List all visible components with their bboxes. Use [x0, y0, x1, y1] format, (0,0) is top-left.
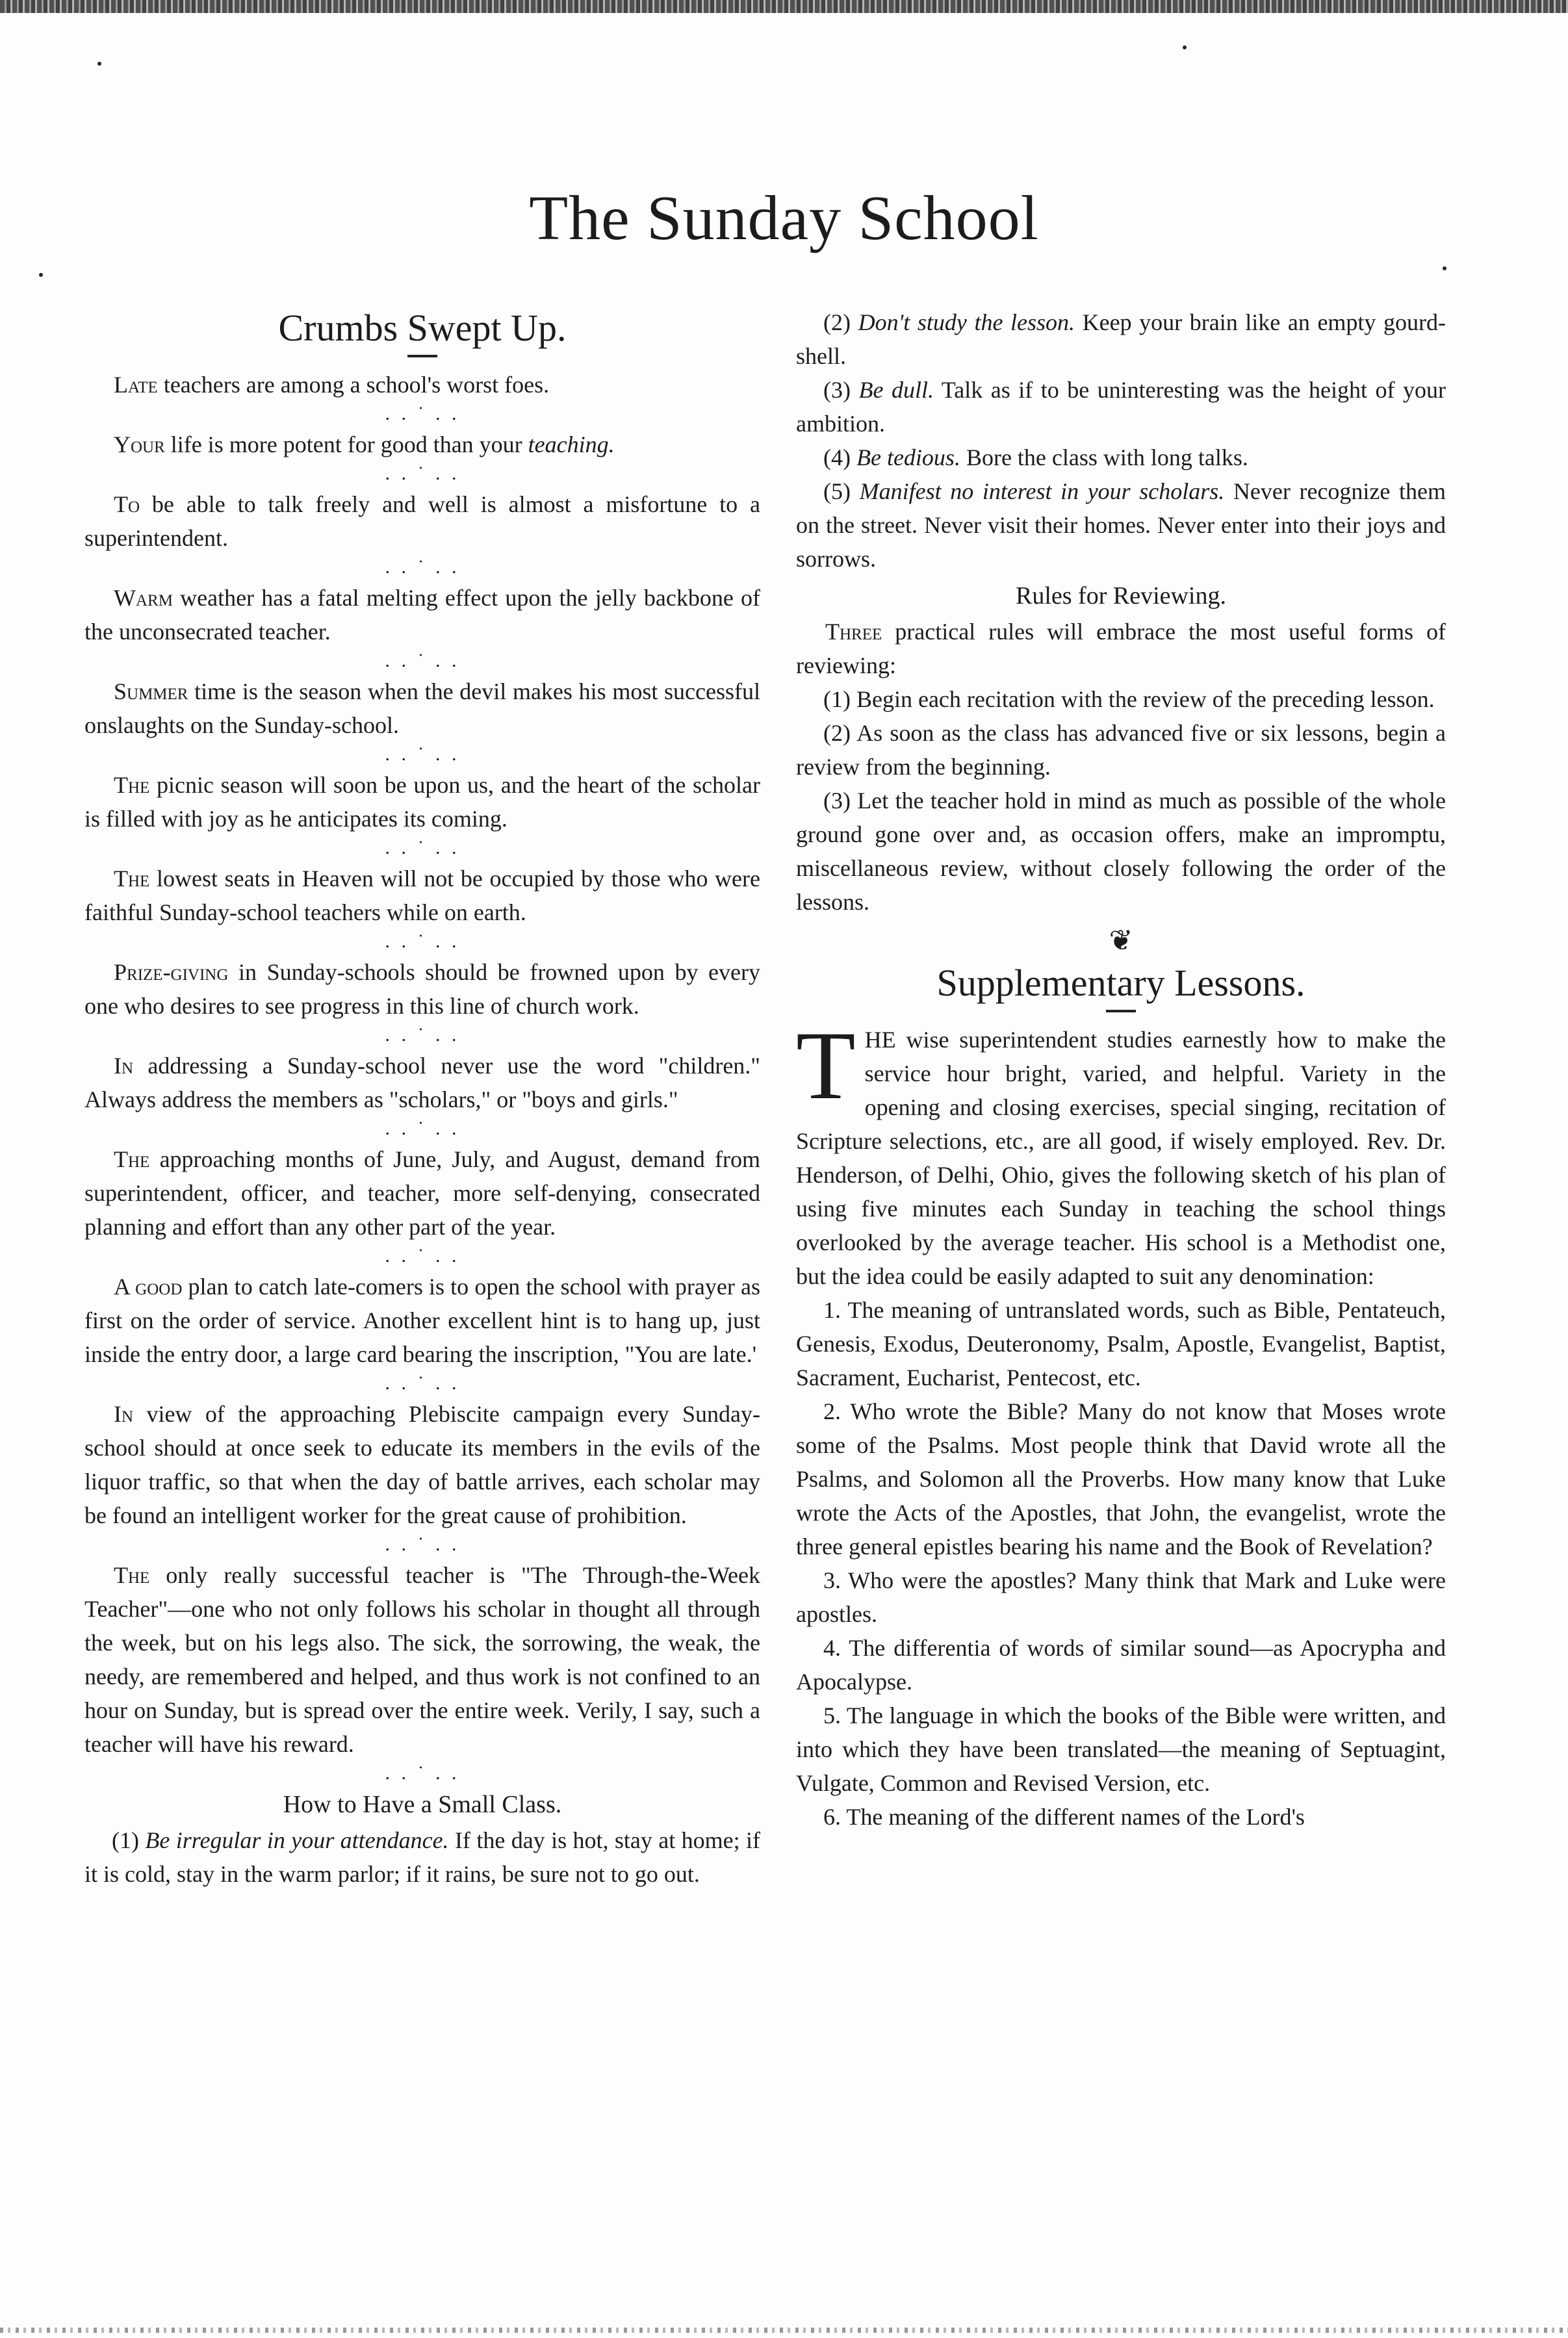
reviewing-heading: Rules for Reviewing. — [1015, 582, 1226, 610]
crumb-item: In view of the approaching Plebiscite campaign every Sunday-school should at once seek to educate its members in the evils of the liquor traffic, so that when the day of battle arrives, each scholar may be found an intelligent worker for the great cause of prohibition. — [84, 1401, 760, 1528]
crumb-item: The approaching months of June, July, and August, demand from superintendent, officer, and teacher, more self-denying, consecrated planning and effort than any other part of the year. — [84, 1146, 760, 1240]
dot-separator: . . ˙ . . — [385, 650, 460, 671]
heading-rule — [1106, 1010, 1136, 1012]
fleuron-ornament-icon: ❦ — [1109, 925, 1133, 957]
crumb-item: The only really successful teacher is "The Through-the-Week Teacher"—one who not only follows his scholar in thought all through the week, but on his legs also. The sick, the sorrowing, the weak, the needy, are remembered and helped, and thus work is not confined to an hour on Sunday, but is spread over the entire week. Verily, I say, such a teacher will have his reward. — [84, 1562, 760, 1757]
dot-separator: . . ˙ . . — [385, 931, 460, 952]
crumb-item: Your life is more potent for good than your teaching. — [114, 431, 615, 457]
crumb-item: Summer time is the season when the devil makes his most successful onslaughts on the Sunday-school. — [84, 678, 760, 738]
supplementary-heading: Supplementary Lessons. — [936, 962, 1305, 1004]
dot-separator: . . ˙ . . — [385, 1118, 460, 1139]
crumb-item: In addressing a Sunday-school never use the word "children." Always address the members as "scholars," or "boys and girls." — [84, 1053, 760, 1112]
crumb-item: Warm weather has a fatal melting effect upon the jelly backbone of the unconsecrated teacher. — [84, 585, 760, 645]
left-column — [84, 305, 760, 1891]
crumb-item: Late teachers are among a school's worst foes. — [114, 372, 550, 398]
reviewing-item: (1) Begin each recitation with the review of the preceding lesson. — [823, 686, 1435, 712]
dot-separator: . . ˙ . . — [385, 837, 460, 858]
right-column — [796, 305, 1446, 1834]
supplementary-item: 2. Who wrote the Bible? Many do not know that Moses wrote some of the Psalms. Most people think that David wrote all the Psalms, and Solomon all the Proverbs. How many know that Luke wrote the Acts of the Apostles, that John, the evangelist, wrote the three general epistles bearing his name and the Book of Revelation? — [796, 1398, 1446, 1560]
supplementary-item: 6. The meaning of the different names of the Lord's — [823, 1804, 1305, 1830]
scan-bottom-edge — [0, 2328, 1568, 2333]
dot-separator: . . ˙ . . — [385, 403, 460, 424]
dot-separator: . . ˙ . . — [385, 1534, 460, 1555]
scan-speck — [1183, 45, 1187, 49]
supplementary-item: 3. Who were the apostles? Many think that Mark and Luke were apostles. — [796, 1567, 1446, 1627]
scan-speck — [97, 62, 101, 66]
crumb-item: To be able to talk freely and well is almost a misfortune to a superintendent. — [84, 491, 760, 551]
drop-cap: T — [796, 1012, 856, 1120]
reviewing-intro: Three practical rules will embrace the most useful forms of reviewing: — [796, 619, 1446, 678]
dot-separator: . . ˙ . . — [385, 1372, 460, 1394]
scan-speck — [1443, 266, 1446, 270]
crumbs-heading: Crumbs Swept Up. — [278, 307, 567, 349]
page-title: The Sunday School — [529, 183, 1039, 253]
heading-rule — [407, 355, 437, 357]
crumb-item: The lowest seats in Heaven will not be occupied by those who were faithful Sunday-school teachers while on earth. — [84, 866, 760, 925]
supplementary-item: 4. The differentia of words of similar sound—as Apocrypha and Apocalypse. — [796, 1635, 1446, 1695]
small-class-heading: How to Have a Small Class. — [283, 1791, 562, 1818]
scan-top-edge — [0, 0, 1568, 13]
crumb-item: A good plan to catch late-comers is to open the school with prayer as first on the order of service. Another excellent hint is to hang up, just inside the entry door, a large card bearing the inscription, "You are late.' — [84, 1274, 760, 1367]
reviewing-item: (2) As soon as the class has advanced five or six lessons, begin a review from the beginning. — [796, 720, 1446, 780]
crumb-item: Prize-giving in Sunday-schools should be frowned upon by every one who desires to see progress in this line of church work. — [84, 959, 760, 1019]
dot-separator: . . ˙ . . — [385, 1024, 460, 1046]
small-class-item: (4) Be tedious. Bore the class with long talks. — [823, 444, 1248, 470]
dot-separator: . . ˙ . . — [385, 743, 460, 765]
supplementary-intro: THE wise superintendent studies earnestly how to make the service hour bright, varied, and helpful. Variety in the opening and closing exercises, special singing, recitation of Scripture selections, etc., are all good, if wisely employed. Rev. Dr. Henderson, of Delhi, Ohio, gives the following sketch of his plan of using five minutes each Sunday in teaching the school things overlooked by the average teacher. His school is a Methodist one, but the idea could be easily adapted to suit any denomination: — [796, 1012, 1446, 1289]
dot-separator: . . ˙ . . — [385, 463, 460, 484]
dot-separator: . . ˙ . . — [385, 1245, 460, 1266]
small-class-item: (1) Be irregular in your attendance. If the day is hot, stay at home; if it is cold, stay in the warm parlor; if it rains, be sure not to go out. — [84, 1827, 760, 1887]
supplementary-item: 1. The meaning of untranslated words, such as Bible, Pentateuch, Genesis, Exodus, Deuteronomy, Psalm, Apostle, Evangelist, Baptist, Sacrament, Eucharist, Pentecost, etc. — [796, 1297, 1446, 1391]
scan-speck — [39, 273, 43, 277]
crumb-item: The picnic season will soon be upon us, and the heart of the scholar is filled with joy as he anticipates its coming. — [84, 772, 760, 832]
reviewing-item: (3) Let the teacher hold in mind as much as possible of the whole ground gone over and, as occasion offers, make an impromptu, miscellaneous review, without closely following the order of the lessons. — [796, 788, 1446, 915]
small-class-item: (5) Manifest no interest in your scholars. Never recognize them on the street. Never visit their homes. Never enter into their joys and sorrows. — [796, 478, 1446, 572]
supplementary-item: 5. The language in which the books of the Bible were written, and into which they have been translated—the meaning of Septuagint, Vulgate, Common and Revised Version, etc. — [796, 1702, 1446, 1796]
small-class-item: (3) Be dull. Talk as if to be uninteresting was the height of your ambition. — [796, 377, 1446, 437]
dot-separator: . . ˙ . . — [385, 556, 460, 578]
dot-separator: . . ˙ . . — [385, 1762, 460, 1784]
small-class-item: (2) Don't study the lesson. Keep your brain like an empty gourd-shell. — [796, 309, 1446, 369]
